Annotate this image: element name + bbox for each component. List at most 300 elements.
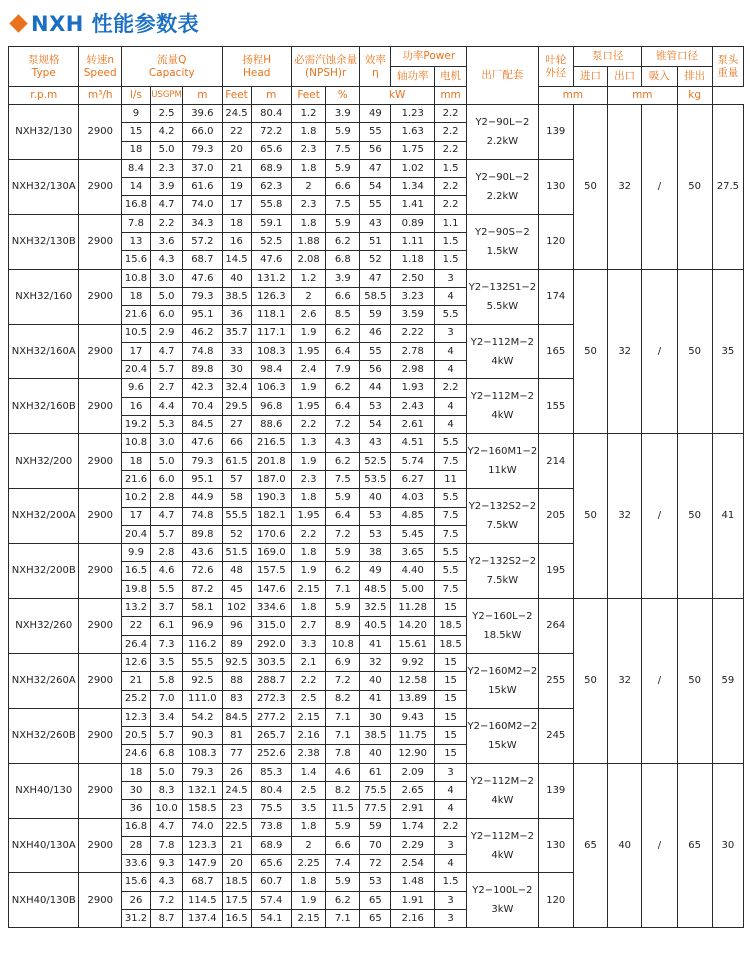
efficiency: 47 [360, 159, 391, 177]
shaft-power: 12.58 [391, 672, 435, 690]
pipe-suction: / [642, 269, 677, 434]
capacity-m3h: 7.8 [121, 214, 150, 232]
capacity-ls: 4.7 [151, 507, 183, 525]
capacity-usgpm: 116.2 [183, 635, 222, 653]
header-port: 泵口径 [573, 47, 641, 67]
shaft-power: 2.78 [391, 342, 435, 360]
shaft-power: 12.90 [391, 745, 435, 763]
title-text: NXH 性能参数表 [31, 12, 200, 36]
header-shaft-power: 轴功率 [391, 67, 435, 87]
impeller-diameter: 155 [538, 379, 573, 434]
pipe-discharge: 50 [677, 434, 712, 599]
npsh-feet: 6.2 [326, 233, 360, 251]
unit-npsh-feet: Feet [291, 87, 325, 105]
npsh-feet: 6.6 [326, 287, 360, 305]
npsh-m: 1.9 [291, 562, 325, 580]
npsh-m: 1.9 [291, 891, 325, 909]
capacity-m3h: 9 [121, 105, 150, 123]
efficiency: 51 [360, 233, 391, 251]
capacity-ls: 4.2 [151, 123, 183, 141]
model-name: NXH32/260 [9, 599, 79, 654]
head-feet: 62.3 [251, 178, 291, 196]
motor-power: 5.5 [435, 434, 467, 452]
capacity-m3h: 18 [121, 452, 150, 470]
capacity-m3h: 16.8 [121, 196, 150, 214]
impeller-diameter: 120 [538, 214, 573, 269]
head-feet: 126.3 [251, 287, 291, 305]
capacity-ls: 7.2 [151, 891, 183, 909]
capacity-usgpm: 68.7 [183, 251, 222, 269]
port-inlet: 65 [573, 763, 607, 928]
capacity-usgpm: 147.9 [183, 855, 222, 873]
npsh-m: 2.3 [291, 141, 325, 159]
npsh-feet: 8.2 [326, 690, 360, 708]
motor-power: 4 [435, 342, 467, 360]
npsh-m: 1.2 [291, 105, 325, 123]
model-name: NXH32/260A [9, 653, 79, 708]
npsh-m: 2.6 [291, 306, 325, 324]
npsh-feet: 8.2 [326, 781, 360, 799]
pipe-suction: / [642, 434, 677, 599]
capacity-m3h: 20.5 [121, 727, 150, 745]
page-title [8, 8, 199, 38]
head-feet: 52.5 [251, 233, 291, 251]
head-m: 22 [222, 123, 251, 141]
model-name: NXH40/130A [9, 818, 79, 873]
shaft-power: 3.65 [391, 544, 435, 562]
port-outlet: 32 [608, 434, 642, 599]
efficiency: 49 [360, 562, 391, 580]
npsh-m: 1.95 [291, 507, 325, 525]
head-feet: 68.9 [251, 836, 291, 854]
capacity-ls: 8.7 [151, 910, 183, 928]
head-feet: 334.6 [251, 599, 291, 617]
shaft-power: 5.00 [391, 580, 435, 598]
shaft-power: 9.43 [391, 708, 435, 726]
shaft-power: 15.61 [391, 635, 435, 653]
capacity-ls: 4.7 [151, 196, 183, 214]
npsh-m: 2.5 [291, 781, 325, 799]
efficiency: 72 [360, 855, 391, 873]
motor-power: 5.5 [435, 306, 467, 324]
head-feet: 118.1 [251, 306, 291, 324]
shaft-power: 2.50 [391, 269, 435, 287]
shaft-power: 2.09 [391, 763, 435, 781]
capacity-m3h: 10.2 [121, 489, 150, 507]
shaft-power: 3.23 [391, 287, 435, 305]
header-pipe-out: 排出 [677, 67, 712, 87]
speed-value: 2900 [79, 105, 122, 160]
unit-m3h: m³/h [79, 87, 122, 105]
npsh-feet: 7.2 [326, 672, 360, 690]
capacity-ls: 3.5 [151, 653, 183, 671]
capacity-ls: 3.0 [151, 434, 183, 452]
head-feet: 216.5 [251, 434, 291, 452]
factory-match: Y2−160M2−2 15kW [467, 653, 539, 708]
header-type: 泵规格 Type [9, 47, 79, 87]
motor-power: 3 [435, 910, 467, 928]
shaft-power: 2.98 [391, 361, 435, 379]
factory-match: Y2−160L−2 18.5kW [467, 599, 539, 654]
efficiency: 52.5 [360, 452, 391, 470]
npsh-feet: 10.8 [326, 635, 360, 653]
capacity-m3h: 15 [121, 123, 150, 141]
head-feet: 315.0 [251, 617, 291, 635]
capacity-usgpm: 61.6 [183, 178, 222, 196]
unit-kw: kW [360, 87, 435, 105]
model-name: NXH32/160B [9, 379, 79, 434]
speed-value: 2900 [79, 379, 122, 434]
npsh-m: 2.25 [291, 855, 325, 873]
npsh-feet: 8.5 [326, 306, 360, 324]
shaft-power: 13.89 [391, 690, 435, 708]
capacity-usgpm: 66.0 [183, 123, 222, 141]
factory-match: Y2−132S2−2 7.5kW [467, 544, 539, 599]
head-feet: 65.6 [251, 855, 291, 873]
capacity-m3h: 22 [121, 617, 150, 635]
efficiency: 53 [360, 507, 391, 525]
shaft-power: 1.41 [391, 196, 435, 214]
speed-value: 2900 [79, 653, 122, 708]
head-m: 17 [222, 196, 251, 214]
capacity-ls: 5.7 [151, 361, 183, 379]
capacity-usgpm: 89.8 [183, 361, 222, 379]
shaft-power: 1.91 [391, 891, 435, 909]
npsh-feet: 6.6 [326, 178, 360, 196]
efficiency: 53.5 [360, 470, 391, 488]
header-pipe: 锥管口径 [642, 47, 712, 67]
npsh-feet: 6.2 [326, 324, 360, 342]
npsh-feet: 6.2 [326, 891, 360, 909]
capacity-usgpm: 72.6 [183, 562, 222, 580]
efficiency: 48.5 [360, 580, 391, 598]
head-feet: 182.1 [251, 507, 291, 525]
head-m: 51.5 [222, 544, 251, 562]
diamond-bullet-icon [9, 14, 27, 32]
npsh-feet: 5.9 [326, 599, 360, 617]
port-inlet: 50 [573, 434, 607, 599]
efficiency: 32 [360, 653, 391, 671]
npsh-feet: 6.2 [326, 379, 360, 397]
pump-weight: 30 [712, 763, 743, 928]
capacity-usgpm: 79.3 [183, 287, 222, 305]
motor-power: 4 [435, 855, 467, 873]
npsh-m: 2.1 [291, 653, 325, 671]
efficiency: 54 [360, 416, 391, 434]
npsh-feet: 7.1 [326, 910, 360, 928]
head-m: 22.5 [222, 818, 251, 836]
npsh-m: 2.16 [291, 727, 325, 745]
factory-match: Y2−90S−2 1.5kW [467, 214, 539, 269]
motor-power: 15 [435, 690, 467, 708]
head-feet: 80.4 [251, 105, 291, 123]
efficiency: 49 [360, 105, 391, 123]
speed-value: 2900 [79, 708, 122, 763]
npsh-feet: 7.5 [326, 141, 360, 159]
head-m: 55.5 [222, 507, 251, 525]
motor-power: 1.5 [435, 159, 467, 177]
capacity-usgpm: 37.0 [183, 159, 222, 177]
head-m: 96 [222, 617, 251, 635]
efficiency: 38 [360, 544, 391, 562]
pump-weight: 59 [712, 599, 743, 764]
pump-weight: 41 [712, 434, 743, 599]
shaft-power: 4.51 [391, 434, 435, 452]
head-feet: 187.0 [251, 470, 291, 488]
motor-power: 5.5 [435, 562, 467, 580]
unit-head-feet: Feet [222, 87, 251, 105]
npsh-feet: 6.4 [326, 507, 360, 525]
npsh-m: 2.5 [291, 690, 325, 708]
motor-power: 2.2 [435, 196, 467, 214]
head-m: 23 [222, 800, 251, 818]
npsh-m: 3.5 [291, 800, 325, 818]
head-m: 18 [222, 214, 251, 232]
shaft-power: 1.02 [391, 159, 435, 177]
npsh-m: 1.95 [291, 397, 325, 415]
motor-power: 2.2 [435, 818, 467, 836]
pipe-suction: / [642, 105, 677, 270]
motor-power: 15 [435, 653, 467, 671]
npsh-m: 2.15 [291, 910, 325, 928]
impeller-diameter: 255 [538, 653, 573, 708]
capacity-m3h: 10.8 [121, 434, 150, 452]
head-feet: 59.1 [251, 214, 291, 232]
factory-match: Y2−90L−2 2.2kW [467, 105, 539, 160]
npsh-m: 2.4 [291, 361, 325, 379]
table-row [9, 434, 744, 452]
capacity-m3h: 21.6 [121, 306, 150, 324]
head-feet: 75.5 [251, 800, 291, 818]
head-feet: 272.3 [251, 690, 291, 708]
head-feet: 108.3 [251, 342, 291, 360]
capacity-ls: 6.8 [151, 745, 183, 763]
motor-power: 2.2 [435, 141, 467, 159]
capacity-ls: 6.0 [151, 306, 183, 324]
motor-power: 5.5 [435, 489, 467, 507]
head-m: 77 [222, 745, 251, 763]
head-feet: 85.3 [251, 763, 291, 781]
npsh-m: 1.95 [291, 342, 325, 360]
capacity-m3h: 15.6 [121, 873, 150, 891]
capacity-ls: 8.3 [151, 781, 183, 799]
efficiency: 61 [360, 763, 391, 781]
factory-match: Y2−112M−2 4kW [467, 379, 539, 434]
capacity-m3h: 18 [121, 287, 150, 305]
speed-value: 2900 [79, 489, 122, 544]
capacity-m3h: 10.5 [121, 324, 150, 342]
impeller-diameter: 174 [538, 269, 573, 324]
npsh-m: 1.8 [291, 489, 325, 507]
npsh-m: 1.8 [291, 544, 325, 562]
factory-match: Y2−112M−2 4kW [467, 763, 539, 818]
capacity-usgpm: 95.1 [183, 306, 222, 324]
head-m: 45 [222, 580, 251, 598]
speed-value: 2900 [79, 544, 122, 599]
efficiency: 59 [360, 818, 391, 836]
capacity-usgpm: 34.3 [183, 214, 222, 232]
capacity-m3h: 10.8 [121, 269, 150, 287]
port-inlet: 50 [573, 599, 607, 764]
head-m: 61.5 [222, 452, 251, 470]
motor-power: 15 [435, 745, 467, 763]
capacity-m3h: 33.6 [121, 855, 150, 873]
capacity-m3h: 15.6 [121, 251, 150, 269]
capacity-ls: 4.3 [151, 251, 183, 269]
head-feet: 106.3 [251, 379, 291, 397]
efficiency: 52 [360, 251, 391, 269]
head-m: 19 [222, 178, 251, 196]
npsh-m: 2.7 [291, 617, 325, 635]
shaft-power: 1.63 [391, 123, 435, 141]
speed-value: 2900 [79, 324, 122, 379]
shaft-power: 2.22 [391, 324, 435, 342]
head-feet: 277.2 [251, 708, 291, 726]
model-name: NXH32/200A [9, 489, 79, 544]
shaft-power: 11.28 [391, 599, 435, 617]
factory-match: Y2−100L−2 3kW [467, 873, 539, 928]
shaft-power: 5.74 [391, 452, 435, 470]
impeller-diameter: 139 [538, 105, 573, 160]
capacity-usgpm: 47.6 [183, 269, 222, 287]
speed-value: 2900 [79, 434, 122, 489]
impeller-diameter: 214 [538, 434, 573, 489]
header-head: 扬程H Head [222, 47, 291, 87]
unit-kg: kg [677, 87, 712, 105]
shaft-power: 5.45 [391, 525, 435, 543]
head-m: 16.5 [222, 910, 251, 928]
header-capacity: 流量Q Capacity [121, 47, 222, 87]
head-feet: 60.7 [251, 873, 291, 891]
model-name: NXH40/130B [9, 873, 79, 928]
npsh-feet: 5.9 [326, 123, 360, 141]
npsh-feet: 6.9 [326, 653, 360, 671]
efficiency: 47 [360, 269, 391, 287]
head-m: 58 [222, 489, 251, 507]
factory-match: Y2−132S1−2 5.5kW [467, 269, 539, 324]
capacity-usgpm: 74.0 [183, 196, 222, 214]
capacity-usgpm: 57.2 [183, 233, 222, 251]
npsh-m: 1.9 [291, 452, 325, 470]
capacity-usgpm: 87.2 [183, 580, 222, 598]
head-feet: 265.7 [251, 727, 291, 745]
efficiency: 59 [360, 306, 391, 324]
capacity-ls: 3.6 [151, 233, 183, 251]
motor-power: 4 [435, 287, 467, 305]
unit-pipe-mm: mm [608, 87, 677, 105]
capacity-m3h: 9.6 [121, 379, 150, 397]
npsh-feet: 3.9 [326, 269, 360, 287]
head-feet: 80.4 [251, 781, 291, 799]
shaft-power: 2.91 [391, 800, 435, 818]
motor-power: 4 [435, 781, 467, 799]
head-m: 24.5 [222, 105, 251, 123]
capacity-ls: 4.6 [151, 562, 183, 580]
capacity-usgpm: 79.3 [183, 141, 222, 159]
capacity-m3h: 18 [121, 141, 150, 159]
motor-power: 2.2 [435, 379, 467, 397]
npsh-m: 2.08 [291, 251, 325, 269]
shaft-power: 1.75 [391, 141, 435, 159]
shaft-power: 2.29 [391, 836, 435, 854]
motor-power: 15 [435, 708, 467, 726]
npsh-feet: 6.2 [326, 562, 360, 580]
factory-match: Y2−112M−2 4kW [467, 818, 539, 873]
capacity-ls: 5.0 [151, 763, 183, 781]
capacity-ls: 7.3 [151, 635, 183, 653]
capacity-usgpm: 68.7 [183, 873, 222, 891]
capacity-usgpm: 44.9 [183, 489, 222, 507]
performance-table [8, 46, 744, 928]
shaft-power: 2.61 [391, 416, 435, 434]
capacity-ls: 5.8 [151, 672, 183, 690]
head-feet: 96.8 [251, 397, 291, 415]
capacity-usgpm: 55.5 [183, 653, 222, 671]
capacity-ls: 5.0 [151, 287, 183, 305]
motor-power: 11 [435, 470, 467, 488]
motor-power: 18.5 [435, 635, 467, 653]
capacity-usgpm: 74.8 [183, 342, 222, 360]
unit-percent: % [326, 87, 360, 105]
capacity-usgpm: 54.2 [183, 708, 222, 726]
efficiency: 41 [360, 635, 391, 653]
efficiency: 40.5 [360, 617, 391, 635]
speed-value: 2900 [79, 599, 122, 654]
head-m: 84.5 [222, 708, 251, 726]
head-m: 36 [222, 306, 251, 324]
head-m: 20 [222, 855, 251, 873]
table-row [9, 599, 744, 617]
capacity-m3h: 13 [121, 233, 150, 251]
head-m: 66 [222, 434, 251, 452]
efficiency: 46 [360, 324, 391, 342]
motor-power: 7.5 [435, 525, 467, 543]
efficiency: 70 [360, 836, 391, 854]
npsh-m: 2.38 [291, 745, 325, 763]
shaft-power: 0.89 [391, 214, 435, 232]
capacity-usgpm: 114.5 [183, 891, 222, 909]
npsh-m: 2 [291, 287, 325, 305]
model-name: NXH32/130 [9, 105, 79, 160]
efficiency: 30 [360, 708, 391, 726]
npsh-m: 2.2 [291, 416, 325, 434]
pipe-suction: / [642, 763, 677, 928]
header-efficiency: 效率 η [360, 47, 391, 87]
capacity-usgpm: 79.3 [183, 452, 222, 470]
capacity-ls: 2.8 [151, 544, 183, 562]
efficiency: 53 [360, 873, 391, 891]
capacity-m3h: 12.6 [121, 653, 150, 671]
capacity-ls: 4.7 [151, 342, 183, 360]
efficiency: 75.5 [360, 781, 391, 799]
head-m: 92.5 [222, 653, 251, 671]
factory-match: Y2−160M2−2 15kW [467, 708, 539, 763]
table-row [9, 763, 744, 781]
efficiency: 43 [360, 434, 391, 452]
npsh-m: 2 [291, 178, 325, 196]
capacity-usgpm: 74.8 [183, 507, 222, 525]
npsh-m: 1.9 [291, 324, 325, 342]
motor-power: 15 [435, 599, 467, 617]
motor-power: 18.5 [435, 617, 467, 635]
capacity-m3h: 30 [121, 781, 150, 799]
motor-power: 1.5 [435, 873, 467, 891]
impeller-diameter: 165 [538, 324, 573, 379]
impeller-diameter: 139 [538, 763, 573, 818]
head-m: 33 [222, 342, 251, 360]
npsh-feet: 8.9 [326, 617, 360, 635]
shaft-power: 11.75 [391, 727, 435, 745]
